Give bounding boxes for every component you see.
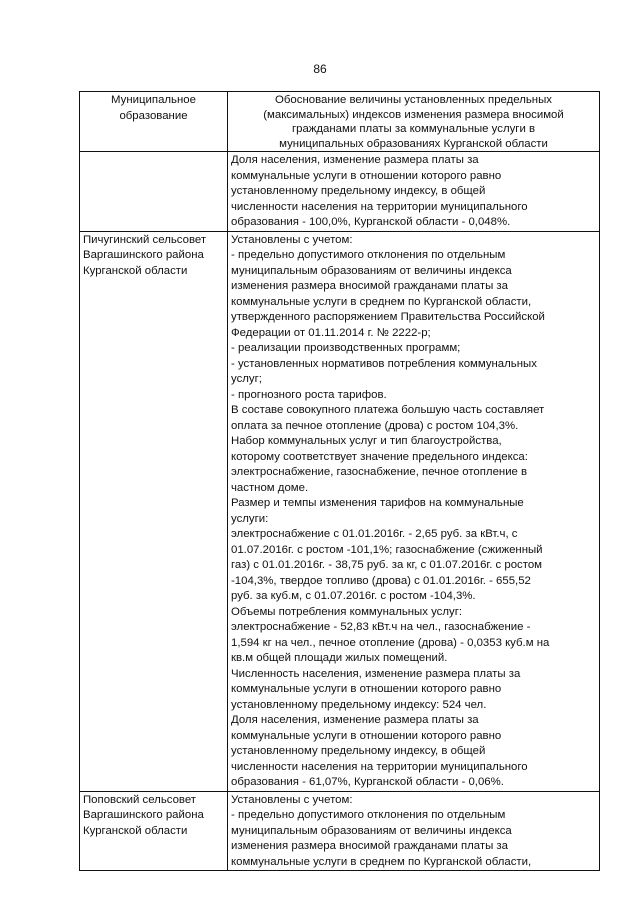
justification-text-line: образования - 61,07%, Курганской области - 0,06%. [231, 776, 504, 789]
justification-text-line: изменения размера вносимой гражданами платы за [231, 280, 508, 293]
header-text-line: муниципальных образованиях Курганской области [279, 137, 548, 150]
justification-text-line: 01.07.2016г. с ростом -101,1%; газоснабжение (сжиженный [231, 543, 543, 556]
justification-text-line: частном доме. [231, 481, 309, 494]
header-text-line: гражданами платы за коммунальные услуги в [291, 123, 536, 136]
header-justification [228, 92, 600, 152]
municipality-name-line: Курганской области [83, 264, 188, 277]
municipality-cell [80, 791, 228, 871]
justification-text-line: Федерации от 01.11.2014 г. № 2222-р; [231, 326, 431, 339]
municipality-name-line: Курганской области [83, 824, 188, 837]
justification-text-line: Размер и темпы изменения тарифов на коммунальные [231, 497, 524, 510]
tariff-index-table [79, 91, 600, 871]
municipality-cell [80, 231, 228, 791]
justification-text-line: муниципальным образованиям от величины индекса [231, 264, 512, 277]
justification-text-line: 1,594 кг на чел., печное отопление (дрова) - 0,0353 куб.м на [231, 636, 550, 649]
justification-text-line: услуг; [231, 373, 262, 386]
justification-text-line: установленному предельному индексу, в общей [231, 745, 486, 758]
justification-text-line: численности населения на территории муниципального [231, 760, 528, 773]
page-number: 86 [313, 62, 327, 76]
justification-cell [228, 152, 600, 232]
justification-text-line: коммунальные услуги в отношении которого равно [231, 169, 502, 182]
justification-text-line: -104,3%, твердое топливо (дрова) с 01.01.2016г. - 655,52 [231, 574, 531, 587]
justification-text-line: коммунальные услуги в среднем по Курганской области, [231, 855, 532, 868]
justification-text-line: которому соответствует значение предельного индекса: [231, 450, 528, 463]
header-text-line: Обоснование величины установленных предельных [275, 94, 552, 106]
justification-text-line: электроснабжение - 52,83 кВт.ч на чел., газоснабжение - [231, 621, 531, 634]
justification-text-line: коммунальные услуги в отношении которого равно [231, 729, 502, 742]
justification-text-line: В составе совокупного платежа большую часть составляет [231, 404, 545, 417]
header-text-line: Муниципальное [111, 94, 196, 106]
justification-cell [228, 791, 600, 871]
justification-text-line: образования - 100,0%, Курганской области - 0,048%. [231, 216, 511, 229]
justification-text-line: Установлены с учетом: [231, 233, 353, 246]
justification-text-line: - прогнозного роста тарифов. [231, 388, 387, 401]
justification-text-line: Установлены с учетом: [231, 793, 353, 806]
municipality-cell [80, 152, 228, 232]
header-text-line: образование [119, 109, 188, 122]
table-header-row [80, 92, 600, 152]
table-row [80, 791, 600, 871]
municipality-name-line: Поповский сельсовет [83, 793, 197, 806]
municipality-name-line: Пичугинский сельсовет [83, 233, 207, 246]
justification-text-line: численности населения на территории муниципального [231, 200, 528, 213]
justification-text-line: - предельно допустимого отклонения по отдельным [231, 249, 506, 262]
justification-text-line: электроснабжение, газоснабжение, печное отопление в [231, 466, 528, 479]
header-municipality [80, 92, 228, 152]
justification-text-line: - предельно допустимого отклонения по отдельным [231, 809, 506, 822]
justification-text-line: Доля населения, изменение размера платы за [231, 714, 479, 727]
justification-cell [228, 231, 600, 791]
justification-text-line: оплата за печное отопление (дрова) с ростом 104,3%. [231, 419, 519, 432]
justification-text-line: утвержденного распоряжением Правительства Российской [231, 311, 545, 324]
table-row [80, 152, 600, 232]
justification-text-line: кв.м общей площади жилых помещений. [231, 652, 448, 665]
table-row [80, 231, 600, 791]
header-text-line: (максимальных) индексов изменения размера вносимой [263, 108, 564, 121]
justification-text-line: установленному предельному индексу, в общей [231, 185, 486, 198]
justification-text-line: Набор коммунальных услуг и тип благоустройства, [231, 435, 502, 448]
justification-text-line: руб. за куб.м, с 01.07.2016г. с ростом -104,3%. [231, 590, 476, 603]
justification-text-line: Объемы потребления коммунальных услуг: [231, 605, 463, 618]
municipality-name-line: Варгашинского района [83, 249, 204, 262]
justification-text-line: газ) с 01.01.2016г. - 38,75 руб. за кг, с 01.07.2016г. с ростом [231, 559, 543, 572]
municipality-name-line: Варгашинского района [83, 809, 204, 822]
justification-text-line: - реализации производственных программ; [231, 342, 461, 355]
justification-text-line: Численность населения, изменение размера платы за [231, 667, 521, 680]
justification-text-line: - установленных нормативов потребления коммунальных [231, 357, 537, 370]
justification-text-line: изменения размера вносимой гражданами платы за [231, 840, 508, 853]
justification-text-line: Доля населения, изменение размера платы за [231, 154, 479, 167]
justification-text-line: электроснабжение с 01.01.2016г. - 2,65 руб. за кВт.ч, с [231, 528, 518, 541]
justification-text-line: коммунальные услуги в отношении которого равно [231, 683, 502, 696]
justification-text-line: услуги: [231, 512, 269, 525]
justification-text-line: коммунальные услуги в среднем по Курганской области, [231, 295, 532, 308]
justification-text-line: муниципальным образованиям от величины индекса [231, 824, 512, 837]
justification-text-line: установленному предельному индексу: 524 чел. [231, 698, 487, 711]
